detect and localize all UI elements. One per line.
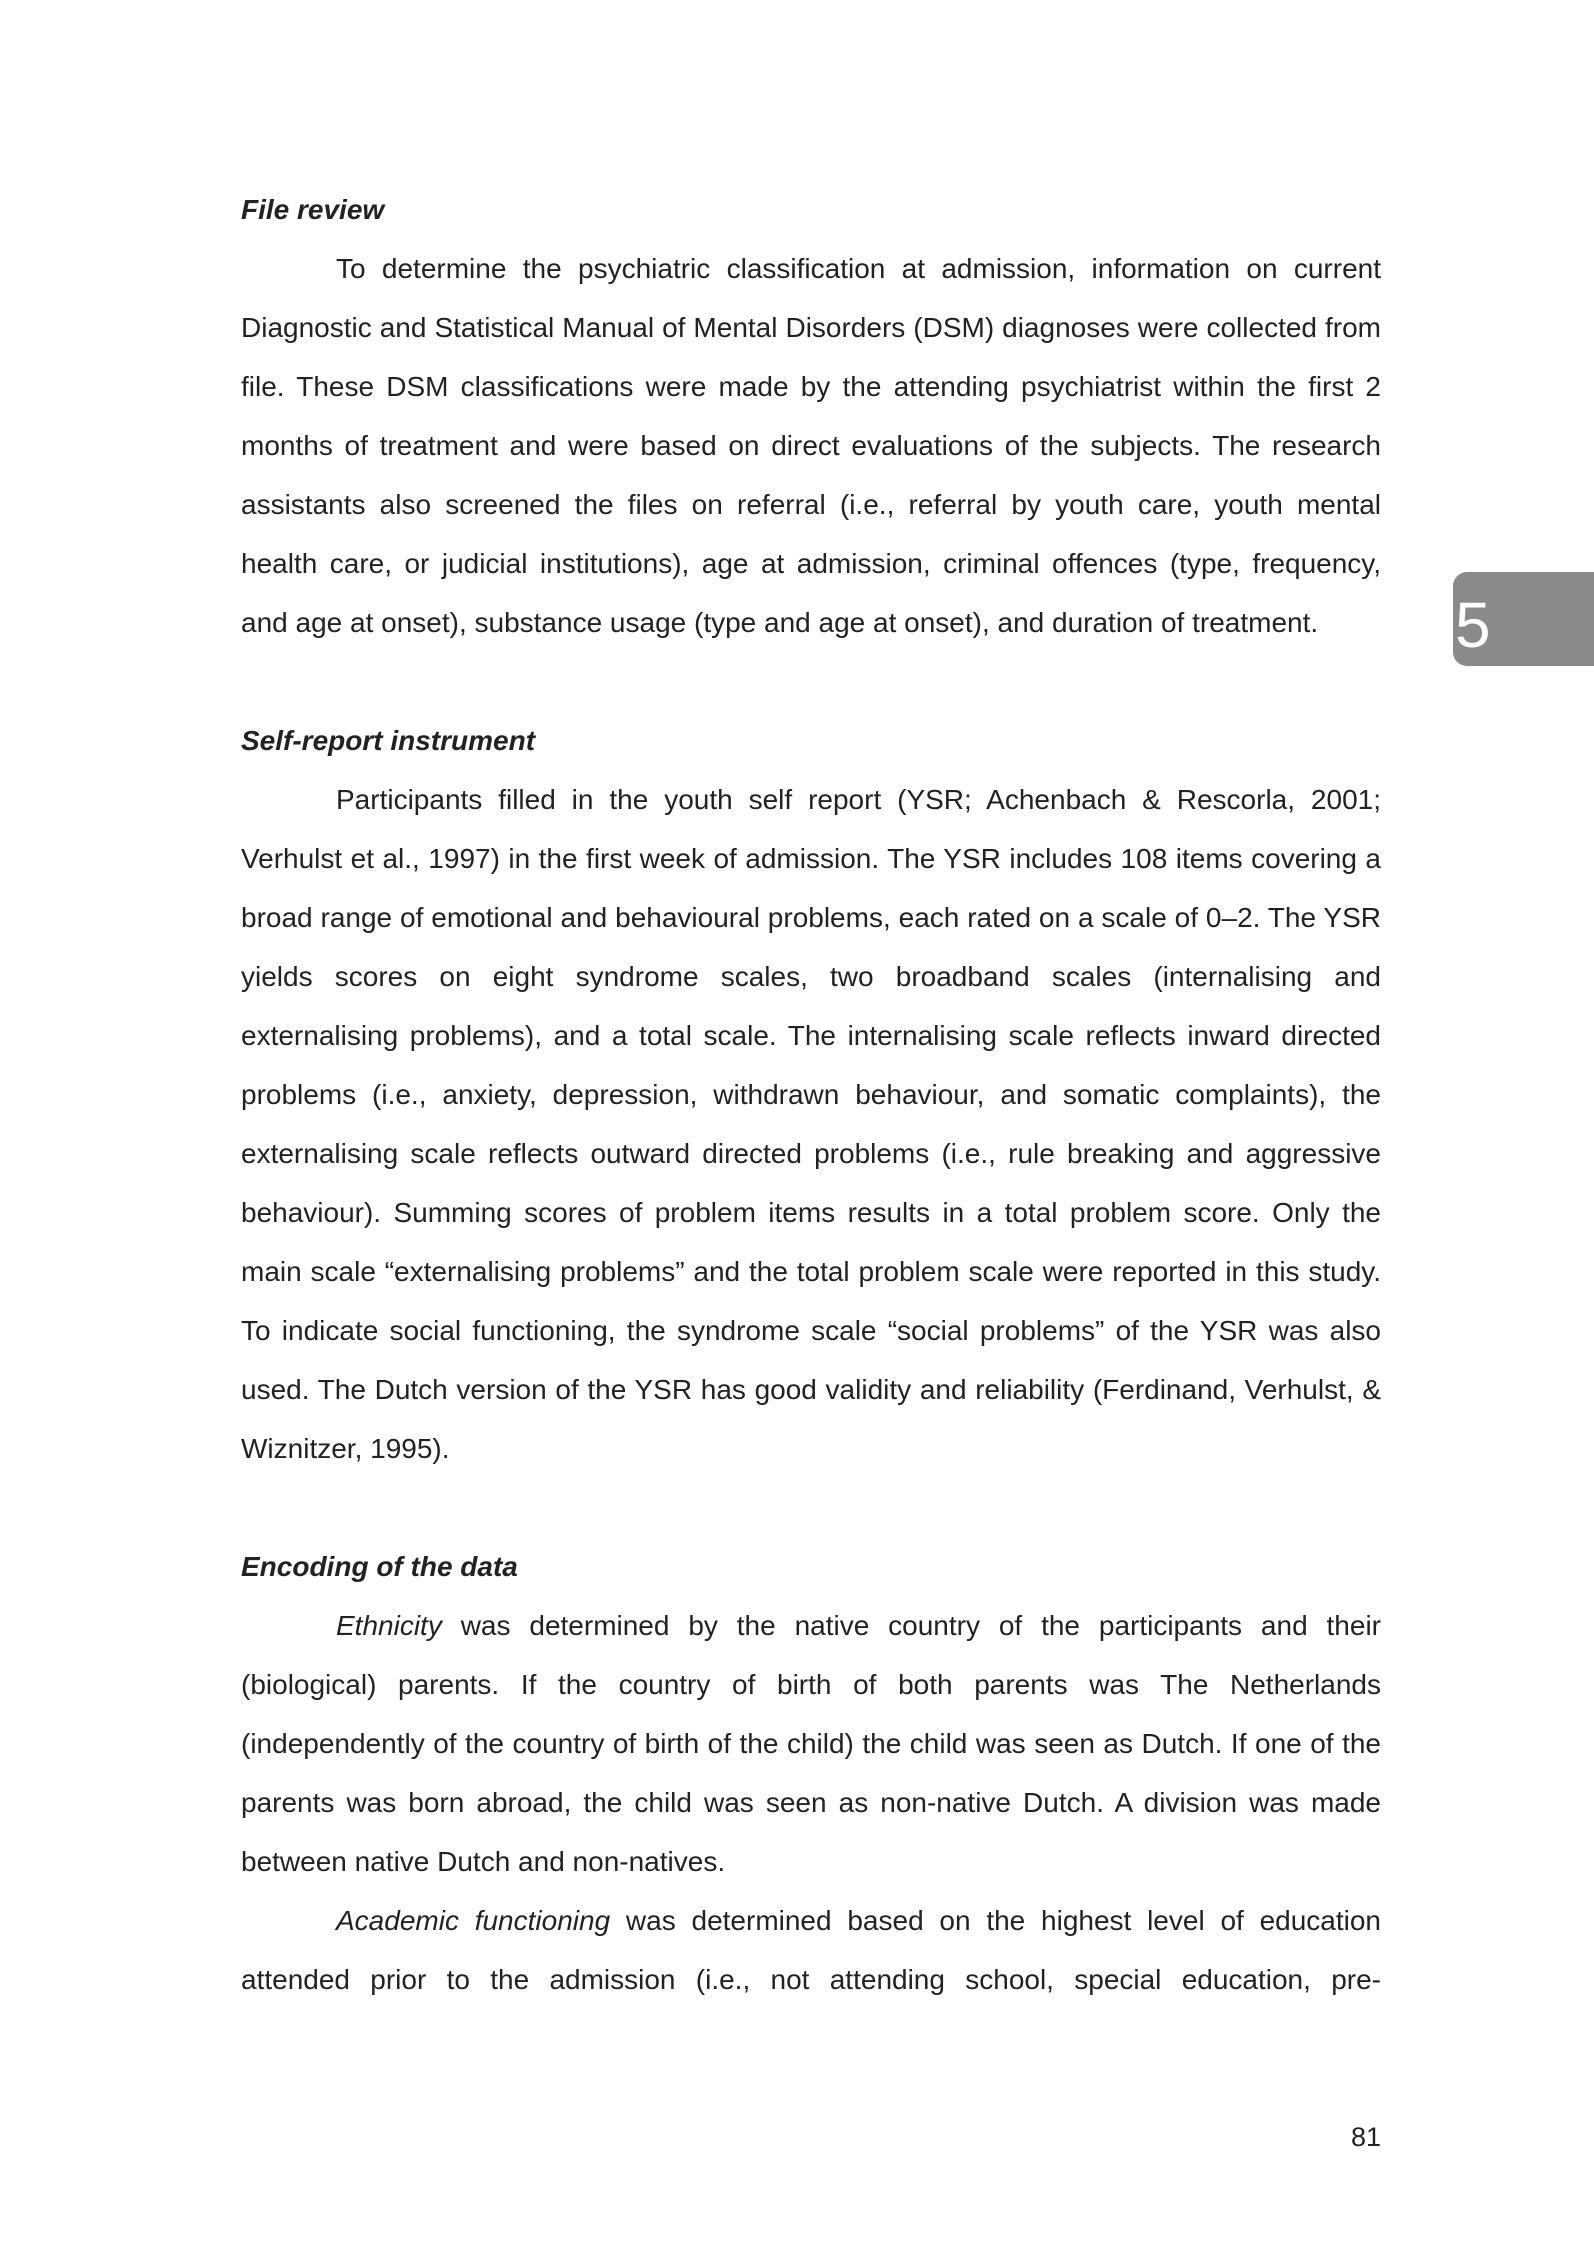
section-heading-file-review: File review — [241, 194, 385, 225]
paragraph-file-review: To determine the psychiatric classification at admission, information on current Diagnostic and Statistical Manual of Mental Disorders (DSM) diagnoses were collected from file. These DSM classifications were made by the attending psychiatrist within the first 2 months of treatment and were based on direct evaluations of the subjects. The research assistants also screened the files on referral (i.e., referral by youth care, youth mental health care, or judicial institutions), age at admission, criminal offences (type, frequency, and age at onset), substance usage (type and age at onset), and duration of treatment. — [241, 253, 1381, 638]
term-academic-functioning: Academic functioning — [336, 1905, 611, 1936]
ethnicity-text: was determined by the native country of the participants and their (biological) parents. If the country of birth of both parents was The Netherlands (independently of the country of birth of the child) the child was seen as Dutch. If one of the parents was born abroad, the child was seen as non-native Dutch. A division was made between native Dutch and non-natives. — [241, 1610, 1381, 1877]
page-number: 81 — [1350, 2122, 1381, 2152]
term-ethnicity: Ethnicity — [336, 1610, 442, 1641]
section-heading-encoding: Encoding of the data — [241, 1551, 518, 1582]
page-body — [241, 180, 1381, 2009]
paragraph-academic-functioning — [241, 1891, 1381, 2009]
academic-text: was determined based on the highest level of education attended prior to the admission (i.e., not attending school, special education, pre- — [241, 1905, 1382, 1995]
chapter-number: 5 — [1455, 589, 1491, 661]
section-heading-self-report: Self-report instrument — [241, 725, 536, 756]
section-spacer — [241, 1478, 1381, 1537]
section-spacer — [241, 652, 1381, 711]
paragraph-self-report: Participants filled in the youth self report (YSR; Achenbach & Rescorla, 2001; Verhulst et al., 1997) in the first week of admission. The YSR includes 108 items covering a broad range of emotional and behavioural problems, each rated on a scale of 0–2. The YSR yields scores on eight syndrome scales, two broadband scales (internalising and externalising problems), and a total scale. The internalising scale reflects inward directed problems (i.e., anxiety, depression, withdrawn behaviour, and somatic complaints), the externalising scale reflects outward directed problems (i.e., rule breaking and aggressive behaviour). Summing scores of problem items results in a total problem score. Only the main scale “externalising problems” and the total problem scale were reported in this study. To indicate social functioning, the syndrome scale “social problems” of the YSR was also used. The Dutch version of the YSR has good validity and reliability (Ferdinand, Verhulst, & Wiznitzer, 1995). — [241, 784, 1381, 1464]
paragraph-ethnicity — [241, 1596, 1381, 1891]
